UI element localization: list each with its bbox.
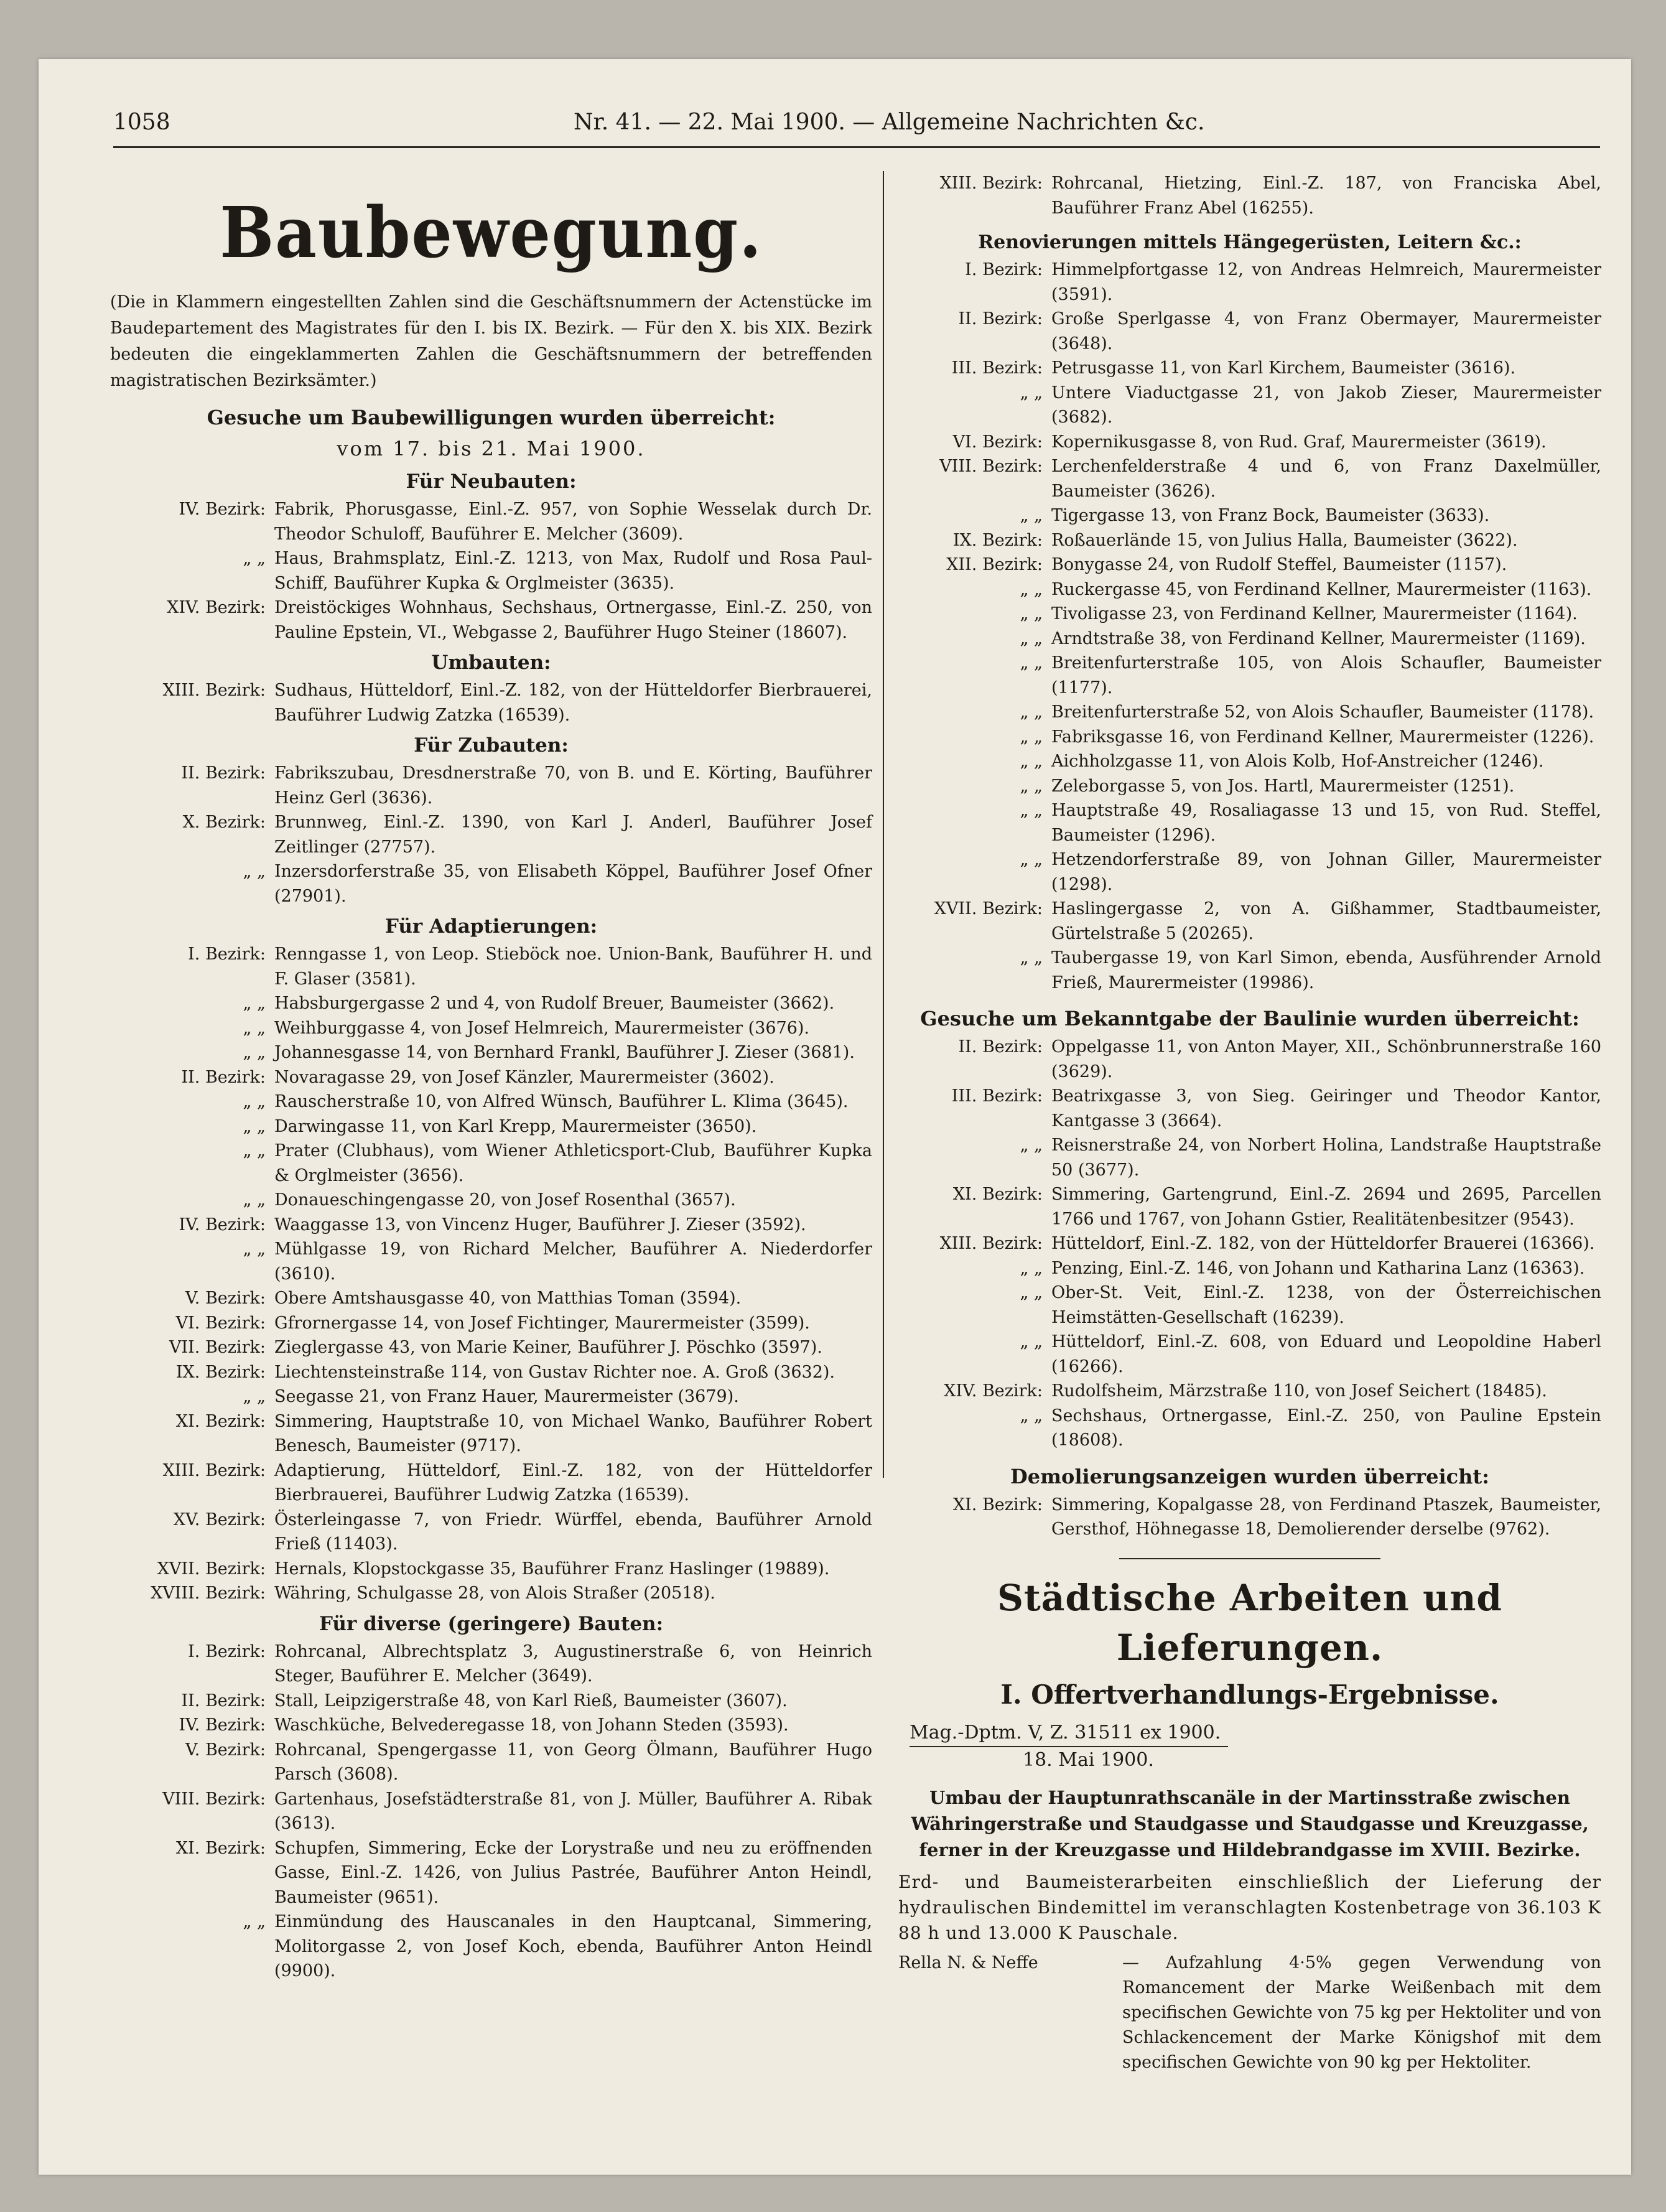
entry-text: Haus, Brahmsplatz, Einl.-Z. 1213, von Max, Rudolf und Rosa Paul-Schiff, Bauführer Kupka & Orglmeister (3635). [274, 549, 872, 593]
district-entry [898, 1084, 1601, 1133]
entry-text: Novaragasse 29, von Josef Känzler, Maurermeister (3602). [274, 1067, 775, 1087]
entry-text: Hütteldorf, Einl.-Z. 182, von der Hütteldorfer Brauerei (16366). [1051, 1234, 1595, 1253]
entry-text: Rauscherstraße 10, von Alfred Wünsch, Bauführer L. Klima (3645). [274, 1092, 849, 1111]
district-label: „ „ [1020, 1136, 1043, 1155]
group-heading: Für Adaptierungen: [384, 915, 598, 938]
district-entry [898, 897, 1601, 946]
district-entry [898, 1182, 1601, 1231]
district-entry [110, 1335, 872, 1360]
renovations-heading: Renovierungen mittels Hängegerüsten, Leitern &c.: [978, 231, 1522, 253]
entry-text: Dreistöckiges Wohnhaus, Sechshaus, Ortnergasse, Einl.-Z. 250, von Pauline Epstein, VI., Webgasse 2, Bauführer Hugo Steiner (18607). [274, 598, 872, 642]
entry-text: Haslingergasse 2, von A. Gißhammer, Stadtbaumeister, Gürtelstraße 5 (20265). [1051, 899, 1601, 943]
district-entry [110, 859, 872, 908]
district-label: „ „ [243, 1092, 266, 1111]
entry-text: Sechshaus, Ortnergasse, Einl.-Z. 250, von Pauline Epstein (18608). [1051, 1406, 1601, 1450]
entry-text: Breitenfurterstraße 105, von Alois Schaufler, Baumeister (1177). [1051, 653, 1601, 698]
district-label: „ „ [1020, 383, 1043, 403]
entry-text: Einmündung des Hauscanales in den Hauptcanal, Simmering, Molitorgasse 2, von Josef Koch, ebenda, Bauführer Anton Heindl (9900). [274, 1912, 872, 1981]
district-label: „ „ [243, 1018, 266, 1038]
newspaper-page [39, 59, 1631, 2175]
entry-text: Hetzendorferstraße 89, von Johnan Giller, Maurermeister (1298). [1051, 850, 1601, 894]
district-label: III. Bezirk: [951, 1086, 1043, 1106]
page-number: 1058 [113, 110, 170, 135]
entry-text: Mühlgasse 19, von Richard Melcher, Bauführer A. Niederdorfer (3610). [274, 1239, 872, 1284]
district-label: „ „ [1020, 1406, 1043, 1426]
district-entry [110, 1040, 872, 1065]
district-entry [110, 1237, 872, 1286]
district-label: III. Bezirk: [951, 358, 1043, 378]
district-label: IV. Bezirk: [179, 1715, 266, 1735]
district-entry [110, 678, 872, 727]
district-label: VII. Bezirk: [169, 1338, 266, 1357]
entry-text: Ober-St. Veit, Einl.-Z. 1238, von der Österreichischen Heimstätten-Gesellschaft (16239). [1051, 1283, 1601, 1327]
entry-text: Hütteldorf, Einl.-Z. 608, von Eduard und Leopoldine Haberl (16266). [1051, 1332, 1601, 1376]
entry-text: Breitenfurterstraße 52, von Alois Schaufler, Baumeister (1178). [1051, 702, 1594, 722]
district-label: „ „ [1020, 702, 1043, 722]
entry-text: Roßauerlände 15, von Julius Halla, Baumeister (3622). [1051, 530, 1518, 550]
district-label: I. Bezirk: [188, 945, 266, 964]
district-entry [898, 577, 1601, 602]
district-label: „ „ [1020, 604, 1043, 623]
district-label: XVII. Bezirk: [157, 1559, 266, 1579]
district-entry [898, 553, 1601, 577]
district-label: IV. Bezirk: [179, 1215, 266, 1234]
district-label: „ „ [1020, 1283, 1043, 1302]
district-entry [110, 1581, 872, 1606]
district-entry [110, 1384, 872, 1409]
demolition-heading: Demolierungsanzeigen wurden überreicht: [1010, 1464, 1489, 1488]
district-entry [898, 1231, 1601, 1256]
district-entry [898, 700, 1601, 725]
district-entry [110, 1640, 872, 1689]
district-entry [110, 1065, 872, 1090]
entry-text: Österleingasse 7, von Friedr. Würffel, ebenda, Bauführer Arnold Frieß (11403). [274, 1510, 872, 1554]
district-entry [898, 1133, 1601, 1182]
district-entry [110, 1689, 872, 1714]
district-entry [898, 1035, 1601, 1084]
district-entry [110, 497, 872, 546]
permit-groups [110, 467, 872, 1984]
entry-text: Kopernikusgasse 8, von Rud. Graf, Maurermeister (3619). [1051, 432, 1547, 452]
district-entry [110, 1213, 872, 1238]
bid-entry [898, 1951, 1601, 2075]
entry-text: Brunnweg, Einl.-Z. 1390, von Karl J. Anderl, Bauführer Josef Zeitlinger (27757). [274, 813, 872, 857]
running-header: Nr. 41. — 22. Mai 1900. — Allgemeine Nachrichten &c. [574, 110, 1205, 135]
district-label: XIII. Bezirk: [162, 1460, 266, 1480]
district-entry [898, 171, 1601, 220]
entry-text: Ruckergasse 45, von Ferdinand Kellner, Maurermeister (1163). [1051, 579, 1592, 599]
district-entry [898, 381, 1601, 430]
entry-text: Zeleborgasse 5, von Jos. Hartl, Maurermeister (1251). [1051, 776, 1515, 796]
entry-text: Petrusgasse 11, von Karl Kirchem, Baumeister (3616). [1051, 358, 1516, 378]
district-label: „ „ [1020, 801, 1043, 820]
intro-note: (Die in Klammern eingestellten Zahlen sind die Geschäftsnummern der Actenstücke im Baudepartement des Magistrates für den I. bis IX. Bezirk. — Für den X. bis XIX. Bezirk bedeuten die eingeklammerten Zahlen die Geschäftsnummern der betreffenden magistratischen Bezirksämter.) [110, 292, 872, 390]
district-entry [110, 942, 872, 991]
district-label: „ „ [1020, 948, 1043, 968]
district-label: XIV. Bezirk: [944, 1381, 1043, 1401]
section-divider [1119, 1558, 1380, 1559]
renovation-entries [898, 258, 1601, 995]
entry-text: Arndtstraße 38, von Ferdinand Kellner, Maurermeister (1169). [1051, 628, 1586, 648]
entry-text: Simmering, Hauptstraße 10, von Michael Wanko, Bauführer Robert Benesch, Baumeister (9717). [274, 1411, 872, 1455]
district-entry [110, 1188, 872, 1213]
district-entry [898, 454, 1601, 503]
entry-text: Schupfen, Simmering, Ecke der Lorystraße und neu zu eröffnenden Gasse, Einl.-Z. 1426, von Julius Pastrée, Bauführer Anton Heindl, Baumeister (9651). [274, 1838, 872, 1907]
district-entry [110, 1713, 872, 1738]
district-label: „ „ [243, 549, 266, 568]
district-entry [110, 761, 872, 810]
column-divider [883, 171, 884, 1478]
bidder-name: Rella N. & Neffe [898, 1953, 1038, 1972]
district-entry [898, 356, 1601, 381]
group-heading: Für diverse (geringere) Bauten: [319, 1612, 664, 1635]
entry-text: Gfrornergasse 14, von Josef Fichtinger, Maurermeister (3599). [274, 1313, 810, 1333]
district-label: II. Bezirk: [181, 1691, 266, 1710]
bid-details: — Aufzahlung 4·5% gegen Verwendung von Romancement der Marke Weißenbach mit dem specifischen Gewichte von 75 kg per Hektoliter und von Schlackencement der Marke Königshof mit dem specifischen Gewichte von 90 kg per Hektoliter. [1122, 1953, 1601, 2072]
district-label: XIII. Bezirk: [939, 174, 1043, 193]
district-entry [898, 307, 1601, 356]
district-entry [898, 627, 1601, 651]
district-entry [898, 651, 1601, 700]
district-label: XV. Bezirk: [173, 1510, 266, 1529]
district-label: I. Bezirk: [188, 1641, 266, 1661]
right-column [898, 171, 1601, 2075]
district-label: „ „ [1020, 506, 1043, 525]
entry-text: Bonygasse 24, von Rudolf Steffel, Baumeister (1157). [1051, 555, 1507, 574]
district-entry [898, 503, 1601, 528]
district-entry [110, 1836, 872, 1910]
district-label: „ „ [1020, 850, 1043, 869]
district-entry [898, 1404, 1601, 1453]
district-label: „ „ [1020, 1258, 1043, 1278]
entry-text: Hernals, Klopstockgasse 35, Bauführer Franz Haslinger (19889). [274, 1559, 830, 1579]
entry-text: Untere Viaductgasse 21, von Jakob Zieser, Maurermeister (3682). [1051, 383, 1601, 427]
building-line-heading: Gesuche um Bekanntgabe der Baulinie wurden überreicht: [920, 1007, 1580, 1030]
entry-text: Rohrcanal, Hietzing, Einl.-Z. 187, von Franciska Abel, Bauführer Franz Abel (16255). [1051, 174, 1601, 218]
entry-text: Lerchenfelderstraße 4 und 6, von Franz Daxelmüller, Baumeister (3626). [1051, 457, 1601, 501]
entry-text: Taubergasse 19, von Karl Simon, ebenda, Ausführender Arnold Frieß, Maurermeister (19986). [1051, 948, 1601, 992]
entry-text: Hauptstraße 49, Rosaliagasse 13 und 15, von Rud. Steffel, Baumeister (1296). [1051, 801, 1601, 845]
entry-text: Seegasse 21, von Franz Hauer, Maurermeister (3679). [274, 1387, 739, 1406]
district-label: „ „ [1020, 653, 1043, 673]
entry-text: Rudolfsheim, Märzstraße 110, von Josef Seichert (18485). [1051, 1381, 1547, 1401]
district-entry [110, 1508, 872, 1557]
district-label: XIII. Bezirk: [939, 1234, 1043, 1253]
district-label: II. Bezirk: [181, 763, 266, 783]
entry-text: Penzing, Einl.-Z. 146, von Johann und Katharina Lanz (16363). [1051, 1258, 1585, 1278]
district-label: „ „ [1020, 727, 1043, 747]
entry-text: Rohrcanal, Spengergasse 11, von Georg Ölmann, Bauführer Hugo Parsch (3608). [274, 1740, 872, 1784]
district-label: IV. Bezirk: [179, 500, 266, 519]
district-label: „ „ [1020, 579, 1043, 599]
district-label: XII. Bezirk: [946, 555, 1043, 574]
district-entry [898, 1281, 1601, 1330]
district-label: XIII. Bezirk: [162, 681, 266, 700]
entry-text: Fabrik, Phorusgasse, Einl.-Z. 957, von Sophie Wesselak durch Dr. Theodor Schuloff, Bauführer E. Melcher (3609). [274, 500, 872, 544]
district-entry [898, 258, 1601, 307]
entry-text: Große Sperlgasse 4, von Franz Obermayer, Maurermeister (3648). [1051, 309, 1601, 353]
entry-text: Gartenhaus, Josefstädterstraße 81, von J. Müller, Bauführer A. Ribak (3613). [274, 1789, 872, 1833]
district-label: II. Bezirk: [958, 309, 1043, 329]
district-entry [898, 1493, 1601, 1542]
district-label: „ „ [243, 994, 266, 1013]
district-label: VI. Bezirk: [952, 432, 1043, 452]
group-heading: Für Neubauten: [406, 470, 577, 493]
applications-heading: Gesuche um Baubewilligungen wurden überreicht: [207, 406, 776, 429]
district-entry [110, 1114, 872, 1139]
entry-text: Aichholzgasse 11, von Alois Kolb, Hof-Anstreicher (1246). [1051, 752, 1544, 771]
district-label: „ „ [1020, 628, 1043, 648]
tender-results-subtitle: I. Offertverhandlungs-Ergebnisse. [1000, 1679, 1499, 1710]
district-label: I. Bezirk: [965, 260, 1043, 279]
entry-text: Währing, Schulgasse 28, von Alois Straßer (20518). [274, 1584, 715, 1603]
demolition-entries [898, 1493, 1601, 1542]
district-entry [898, 1256, 1601, 1281]
district-entry [110, 595, 872, 645]
district-label: IX. Bezirk: [952, 530, 1043, 550]
district-label: „ „ [1020, 1332, 1043, 1351]
district-entry [898, 1330, 1601, 1379]
left-column [110, 171, 872, 1984]
date-range: vom 17. bis 21. Mai 1900. [337, 437, 646, 460]
district-entry [898, 798, 1601, 847]
entry-text: Himmelpfortgasse 12, von Andreas Helmreich, Maurermeister (3591). [1051, 260, 1601, 304]
district-entry [110, 1090, 872, 1114]
reference-number [898, 1720, 1601, 1747]
entry-text: Waschküche, Belvederegasse 18, von Johann Steden (3593). [274, 1715, 789, 1735]
district-label: VIII. Bezirk: [939, 457, 1043, 476]
continued-entries [898, 171, 1601, 220]
entry-text: Oppelgasse 11, von Anton Mayer, XII., Schönbrunnerstraße 160 (3629). [1051, 1037, 1601, 1081]
district-entry [110, 1286, 872, 1311]
district-label: „ „ [243, 1141, 266, 1160]
district-label: XVIII. Bezirk: [151, 1584, 266, 1603]
district-entry [898, 528, 1601, 553]
district-entry [110, 991, 872, 1016]
district-label: XI. Bezirk: [175, 1838, 266, 1858]
entry-text: Reisnerstraße 24, von Norbert Holina, Landstraße Hauptstraße 50 (3677). [1051, 1136, 1601, 1180]
entry-text: Weihburggasse 4, von Josef Helmreich, Maurermeister (3676). [274, 1018, 810, 1038]
district-entry [110, 1360, 872, 1385]
section-title: Baubewegung. [220, 192, 763, 274]
entry-text: Donaueschingengasse 20, von Josef Rosenthal (3657). [274, 1190, 736, 1210]
district-entry [898, 725, 1601, 750]
district-label: II. Bezirk: [958, 1037, 1043, 1057]
district-label: V. Bezirk: [185, 1289, 266, 1308]
district-entry [110, 1016, 872, 1041]
district-label: „ „ [1020, 776, 1043, 796]
district-label: „ „ [243, 1190, 266, 1210]
reference-date: 18. Mai 1900. [1023, 1748, 1154, 1771]
district-label: XI. Bezirk: [952, 1495, 1043, 1514]
district-entry [898, 847, 1601, 897]
municipal-works-title: Städtische Arbeiten und Lieferungen. [997, 1576, 1502, 1669]
district-label: „ „ [243, 1387, 266, 1406]
district-entry [898, 749, 1601, 774]
district-entry [898, 946, 1601, 995]
entry-text: Beatrixgasse 3, von Sieg. Geiringer und Theodor Kantor, Kantgasse 3 (3664). [1051, 1086, 1601, 1131]
entry-text: Stall, Leipzigerstraße 48, von Karl Rieß, Baumeister (3607). [274, 1691, 788, 1710]
entry-text: Renngasse 1, von Leop. Stieböck noe. Union-Bank, Bauführer H. und F. Glaser (3581). [274, 945, 872, 989]
district-label: „ „ [243, 1239, 266, 1259]
district-label: „ „ [243, 862, 266, 881]
entry-text: Adaptierung, Hütteldorf, Einl.-Z. 182, von der Hütteldorfer Bierbrauerei, Bauführer Ludwig Zatzka (16539). [274, 1460, 872, 1505]
district-entry [898, 602, 1601, 627]
entry-text: Fabrikszubau, Dresdnerstraße 70, von B. und E. Körting, Bauführer Heinz Gerl (3636). [274, 763, 872, 808]
district-label: VIII. Bezirk: [162, 1789, 266, 1809]
district-entry [110, 1738, 872, 1787]
group-heading: Umbauten: [431, 651, 551, 674]
district-label: „ „ [243, 1912, 266, 1931]
entry-text: Zieglergasse 43, von Marie Keiner, Bauführer J. Pöschko (3597). [274, 1338, 822, 1357]
entry-text: Liechtensteinstraße 114, von Gustav Richter noe. A. Groß (3632). [274, 1362, 835, 1382]
header-rule [113, 146, 1600, 148]
district-label: X. Bezirk: [182, 813, 266, 832]
district-label: XIV. Bezirk: [167, 598, 266, 617]
district-label: „ „ [243, 1043, 266, 1062]
district-entry [110, 546, 872, 595]
district-entry [110, 1787, 872, 1836]
district-label: II. Bezirk: [181, 1067, 266, 1087]
district-entry [110, 1458, 872, 1508]
district-label: V. Bezirk: [185, 1740, 266, 1760]
entry-text: Simmering, Kopalgasse 28, von Ferdinand Ptaszek, Baumeister, Gersthof, Höhnegasse 18, Demolierender derselbe (9762). [1051, 1495, 1601, 1539]
district-label: IX. Bezirk: [175, 1362, 266, 1382]
building-line-entries [898, 1035, 1601, 1453]
district-label: XI. Bezirk: [952, 1185, 1043, 1204]
district-entry [898, 1379, 1601, 1404]
entry-text: Johannesgasse 14, von Bernhard Frankl, Bauführer J. Zieser (3681). [274, 1043, 855, 1062]
district-entry [110, 1409, 872, 1458]
entry-text: Habsburgergasse 2 und 4, von Rudolf Breuer, Baumeister (3662). [274, 994, 835, 1013]
district-entry [110, 1139, 872, 1188]
entry-text: Tivoligasse 23, von Ferdinand Kellner, Maurermeister (1164). [1051, 604, 1578, 623]
entry-text: Inzersdorferstraße 35, von Elisabeth Köppel, Bauführer Josef Ofner (27901). [274, 862, 872, 906]
entry-text: Waaggasse 13, von Vincenz Huger, Bauführer J. Zieser (3592). [274, 1215, 806, 1234]
entry-text: Fabriksgasse 16, von Ferdinand Kellner, Maurermeister (1226). [1051, 727, 1594, 747]
reference-text: Mag.-Dptm. V, Z. 31511 ex 1900. [910, 1720, 1228, 1747]
group-heading: Für Zubauten: [414, 734, 569, 757]
entry-text: Simmering, Gartengrund, Einl.-Z. 2694 und 2695, Parcellen 1766 und 1767, von Johann Gstier, Realitätenbesitzer (9543). [1051, 1185, 1601, 1229]
district-entry [110, 810, 872, 859]
project-description: Umbau der Hauptunrathscanäle in der Martinsstraße zwischen Währingerstraße und Staudgasse und Staudgasse und Kreuzgasse, ferner in der Kreuzgasse und Hildebrandgasse im XVIII. Bezirke. [911, 1786, 1589, 1860]
entry-text: Tigergasse 13, von Franz Bock, Baumeister (3633). [1051, 506, 1490, 525]
district-entry [898, 430, 1601, 455]
district-label: VI. Bezirk: [175, 1313, 266, 1333]
entry-text: Darwingasse 11, von Karl Krepp, Maurermeister (3650). [274, 1116, 757, 1136]
district-entry [110, 1311, 872, 1336]
district-label: XI. Bezirk: [175, 1411, 266, 1431]
district-label: XVII. Bezirk: [934, 899, 1043, 918]
entry-text: Obere Amtshausgasse 40, von Matthias Toman (3594). [274, 1289, 742, 1308]
entry-text: Rohrcanal, Albrechtsplatz 3, Augustinerstraße 6, von Heinrich Steger, Bauführer E. Melcher (3649). [274, 1641, 872, 1686]
district-entry [110, 1557, 872, 1582]
work-description: Erd- und Baumeisterarbeiten einschließlich der Lieferung der hydraulischen Bindemittel im veranschlagten Kostenbetrage von 36.103 K 88 h und 13.000 K Pauschale. [898, 1871, 1601, 1943]
district-entry [898, 774, 1601, 799]
district-label: „ „ [1020, 752, 1043, 771]
district-label: „ „ [243, 1116, 266, 1136]
entry-text: Prater (Clubhaus), vom Wiener Athleticsport-Club, Bauführer Kupka & Orglmeister (3656). [274, 1141, 872, 1185]
entry-text: Sudhaus, Hütteldorf, Einl.-Z. 182, von der Hütteldorfer Bierbrauerei, Bauführer Ludwig Zatzka (16539). [274, 681, 872, 725]
district-entry [110, 1910, 872, 1984]
